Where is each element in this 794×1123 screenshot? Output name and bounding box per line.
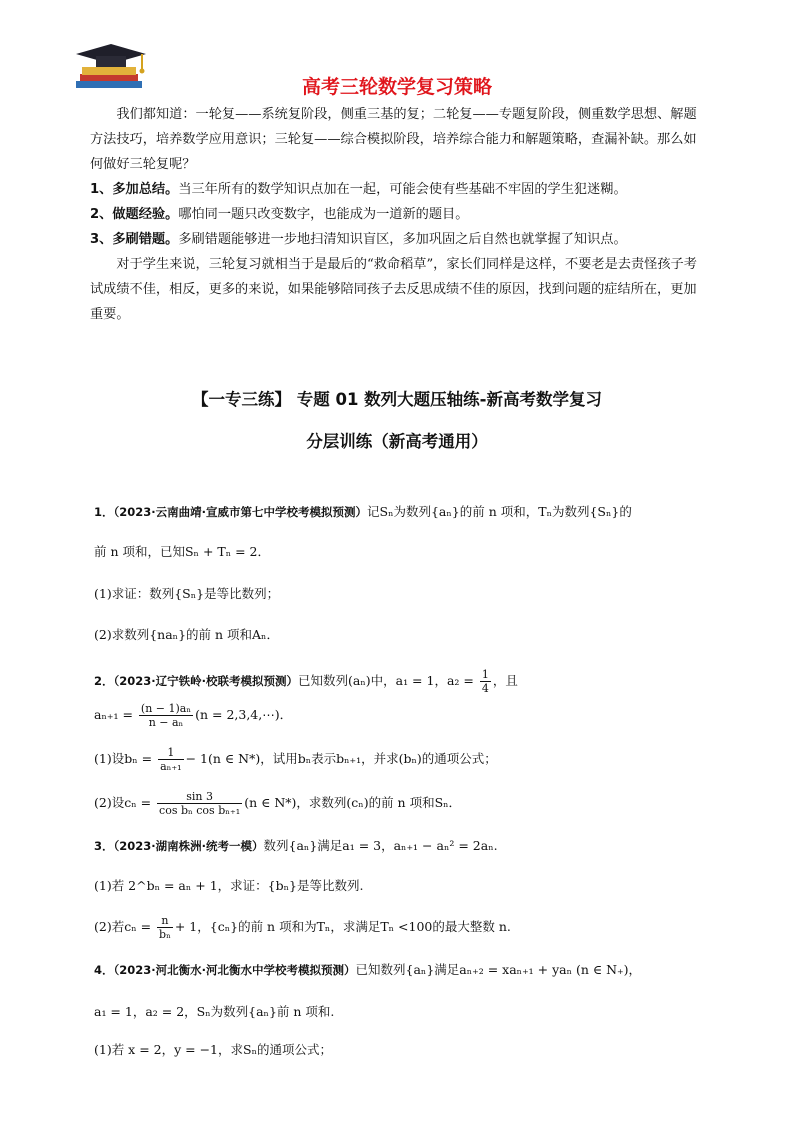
- question-text: + 1，{cₙ}的前 n 项和为Tₙ，求满足Tₙ <100的最大整数 n.: [174, 919, 511, 934]
- question-text: (2)设cₙ =: [94, 795, 152, 810]
- closing-paragraph: 对于学生来说，三轮复习就相当于是最后的“救命稻草”，家长们同样是这样，不要老是去责怪孩子考试成绩不佳，相反，更多的来说，如果能够陪同孩子去反思成绩不佳的原因，找到问题的症结所在，更加重要。: [90, 257, 697, 322]
- denominator: n − aₙ: [148, 716, 184, 729]
- question-item: [94, 914, 714, 941]
- formula-text: aₙ₊₁ =: [94, 707, 133, 722]
- question-item: (1)若 2^bₙ = aₙ + 1，求证：{bₙ}是等比数列.: [94, 878, 364, 893]
- tip-item: [90, 202, 704, 227]
- numerator: 1: [481, 668, 489, 681]
- problem-stem: [94, 502, 714, 522]
- tip-label: 3、多刷错题。: [90, 232, 179, 247]
- numerator: sin 3: [157, 790, 242, 804]
- denominator: bₙ: [159, 928, 171, 941]
- section-title: 【一专三练】 专题 01 数列大题压轴练-新高考数学复习: [191, 390, 603, 409]
- question-text: (n ∈ N*)，求数列(cₙ)的前 n 项和Sₙ．: [244, 795, 462, 810]
- problem-source: 4．（2023·河北衡水·河北衡水中学校考模拟预测）: [94, 963, 356, 977]
- intro-paragraph: 我们都知道：一轮复——系统复阶段，侧重三基的复；二轮复——专题复阶段，侧重数学思想、解题方法技巧，培养数学应用意识；三轮复——综合模拟阶段，培养综合能力和解题策略，查漏补缺。那么如何做好三轮复呢？: [90, 107, 697, 172]
- numerator: n: [157, 914, 173, 928]
- tip-item: [90, 227, 704, 252]
- question-text: (1)设bₙ =: [94, 751, 153, 766]
- question-text: (2)若cₙ =: [94, 919, 152, 934]
- question-item: [94, 790, 714, 817]
- tip-text: 当三年所有的数学知识点加在一起，可能会使有些基础不牢固的学生犯迷糊。: [178, 182, 627, 197]
- problem-text: 记Sₙ为数列{aₙ}的前 n 项和，Tₙ为数列{Sₙ}的: [367, 504, 632, 519]
- question-item: [94, 746, 714, 773]
- question-item: (2)求数列{naₙ}的前 n 项和Aₙ．: [94, 627, 279, 642]
- problem-4: [94, 960, 714, 980]
- problem-text: 已知数列(aₙ)中，a₁ = 1，a₂ =: [298, 673, 474, 688]
- problem-text: 数列{aₙ}满足a₁ = 3，aₙ₊₁ − aₙ² = 2aₙ.: [263, 838, 498, 853]
- recurrence-formula: [94, 702, 714, 729]
- tip-text: 多刷错题能够进一步地扫清知识盲区，多加巩固之后自然也就掌握了知识点。: [178, 232, 627, 247]
- numerator: (n − 1)aₙ: [140, 702, 192, 715]
- denominator: cos bₙ cos bₙ₊₁: [159, 804, 241, 817]
- denominator: aₙ₊₁: [160, 760, 182, 773]
- fraction: [158, 746, 184, 773]
- problem-text: a₁ = 1，a₂ = 2，Sₙ为数列{aₙ}前 n 项和.: [94, 1004, 335, 1019]
- page-title: 高考三轮数学复习策略: [301, 76, 492, 98]
- question-item: (1)若 x = 2，y = −1，求Sₙ的通项公式；: [94, 1042, 332, 1057]
- fraction: [139, 702, 193, 729]
- problem-1: [94, 502, 714, 522]
- problem-source: 3．（2023·湖南株洲·统考一模）: [94, 839, 264, 853]
- problem-text: ，且: [492, 673, 518, 688]
- denominator: 4: [481, 682, 489, 695]
- numerator: 1: [158, 746, 184, 760]
- fraction: [480, 668, 491, 695]
- problem-text: 前 n 项和，已知Sₙ + Tₙ = 2．: [94, 544, 271, 559]
- tip-label: 1、多加总结。: [90, 182, 179, 197]
- problem-2: [94, 668, 714, 695]
- problem-source: 2．（2023·辽宁铁岭·校联考模拟预测）: [94, 674, 298, 688]
- tip-text: 哪怕同一题只改变数字，也能成为一道新的题目。: [178, 207, 469, 222]
- question-text: − 1(n ∈ N*)，试用bₙ表示bₙ₊₁，并求(bₙ)的通项公式；: [185, 751, 497, 766]
- formula-text: (n = 2,3,4,⋯)．: [195, 707, 293, 722]
- tip-label: 2、做题经验。: [90, 207, 179, 222]
- tip-item: [90, 177, 704, 202]
- question-item: (1)求证：数列{Sₙ}是等比数列；: [94, 586, 280, 601]
- problem-text: 已知数列{aₙ}满足aₙ₊₂ = xaₙ₊₁ + yaₙ (n ∈ N₊)，: [355, 962, 642, 977]
- fraction: [157, 790, 242, 817]
- fraction: [157, 914, 173, 941]
- section-subtitle: 分层训练（新高考通用）: [306, 432, 488, 451]
- problem-3: [94, 836, 714, 856]
- problem-source: 1．（2023·云南曲靖·宣威市第七中学校考模拟预测）: [94, 505, 367, 519]
- intro-section: [90, 102, 704, 327]
